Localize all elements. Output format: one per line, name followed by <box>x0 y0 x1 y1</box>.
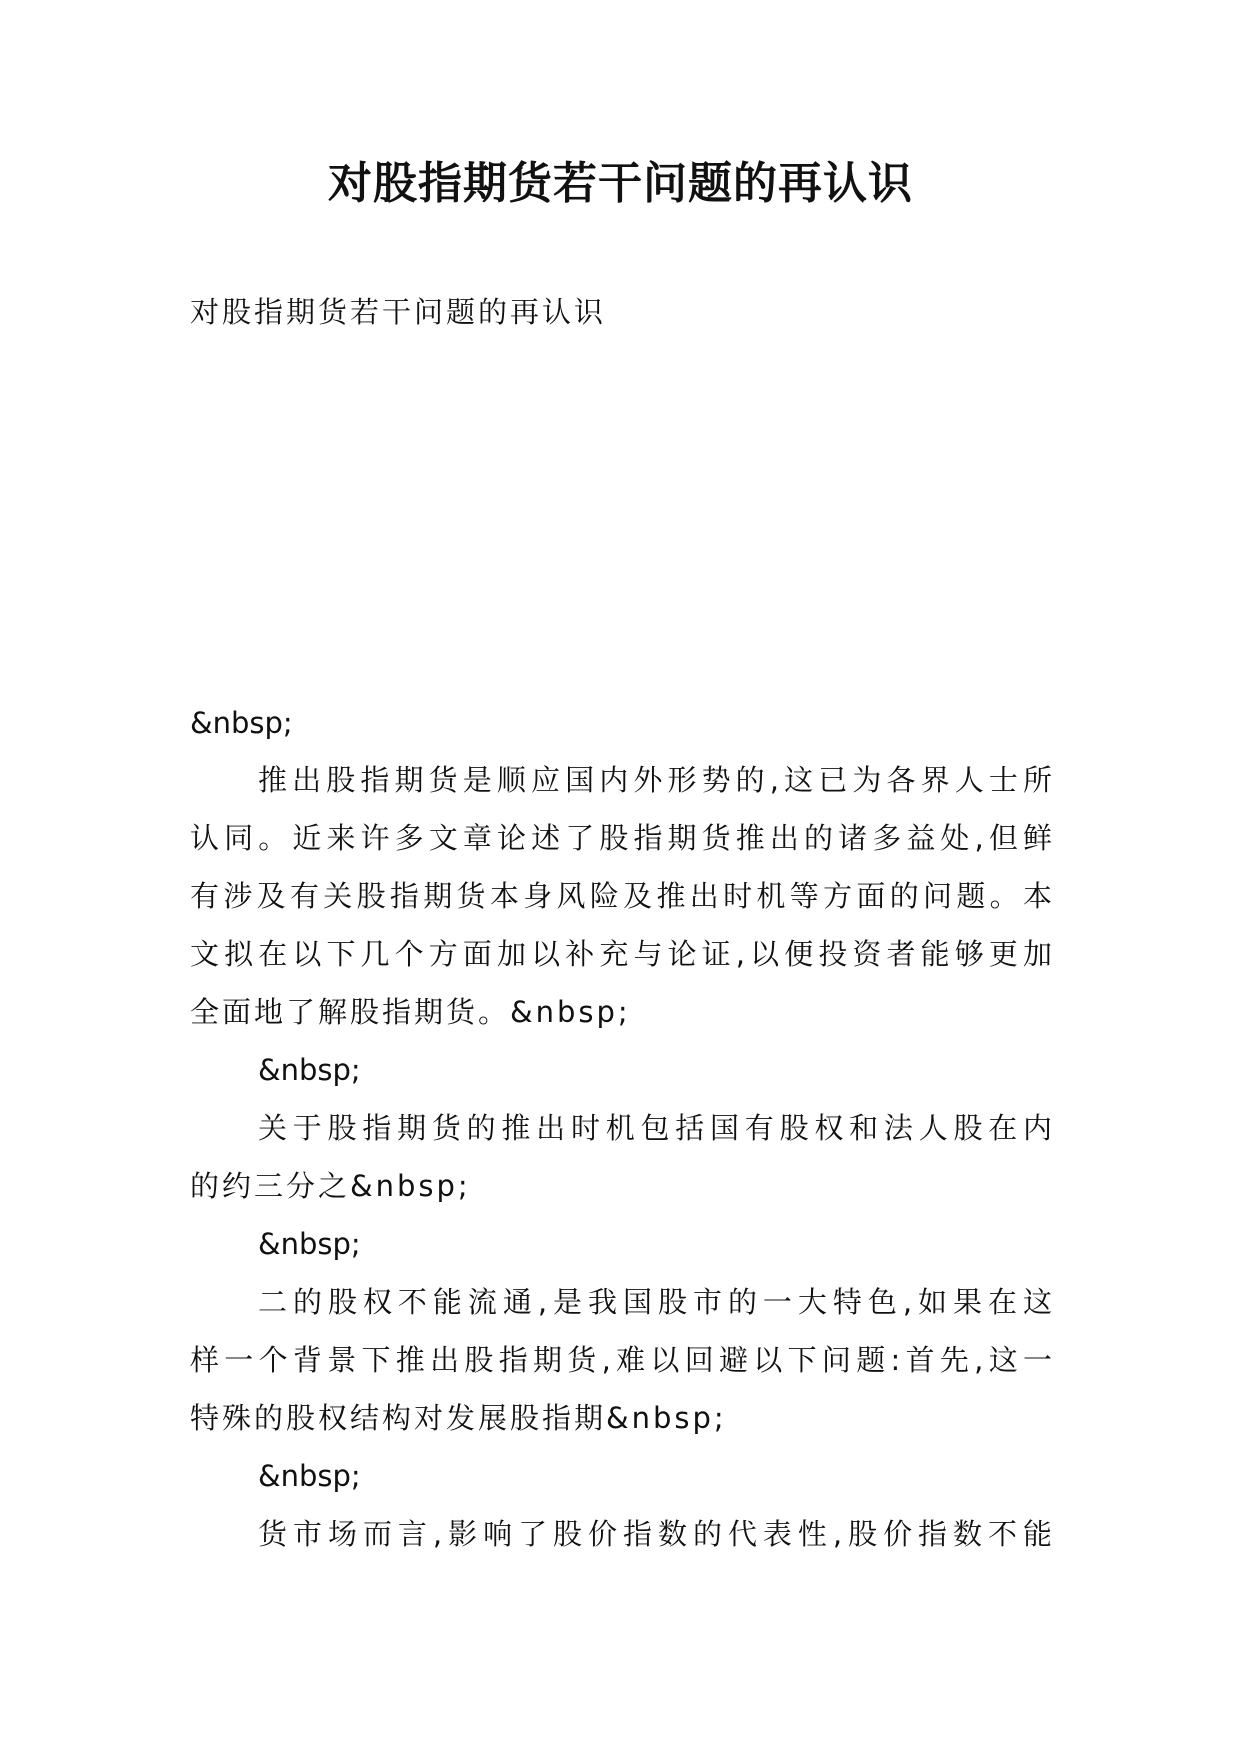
document-subtitle: 对股指期货若干问题的再认识 <box>190 295 607 329</box>
body-line: &nbsp; <box>258 1227 361 1261</box>
body-line: 关于股指期货的推出时机包括国有股权和法人股在内 <box>258 1111 1052 1145</box>
body-line: 文拟在以下几个方面加以补充与论证,以便投资者能够更加 <box>190 937 1052 971</box>
body-line: 二的股权不能流通,是我国股市的一大特色,如果在这 <box>258 1285 1052 1319</box>
body-line: 全面地了解股指期货。&nbsp; <box>190 995 631 1029</box>
body-line: 推出股指期货是顺应国内外形势的,这已为各界人士所 <box>258 763 1052 797</box>
body-line: 认同。近来许多文章论述了股指期货推出的诸多益处,但鲜 <box>190 821 1052 855</box>
body-line: 特殊的股权结构对发展股指期&nbsp; <box>190 1401 727 1435</box>
body-line: &nbsp; <box>190 706 293 740</box>
body-line: 货市场而言,影响了股价指数的代表性,股价指数不能 <box>258 1517 1052 1551</box>
body-line: &nbsp; <box>258 1053 361 1087</box>
body-line: 样一个背景下推出股指期货,难以回避以下问题:首先,这一 <box>190 1343 1052 1377</box>
body-line: 有涉及有关股指期货本身风险及推出时机等方面的问题。本 <box>190 879 1052 913</box>
body-line: &nbsp; <box>258 1459 361 1493</box>
document-title: 对股指期货若干问题的再认识 <box>328 158 913 209</box>
body-line: 的约三分之&nbsp; <box>190 1169 471 1203</box>
